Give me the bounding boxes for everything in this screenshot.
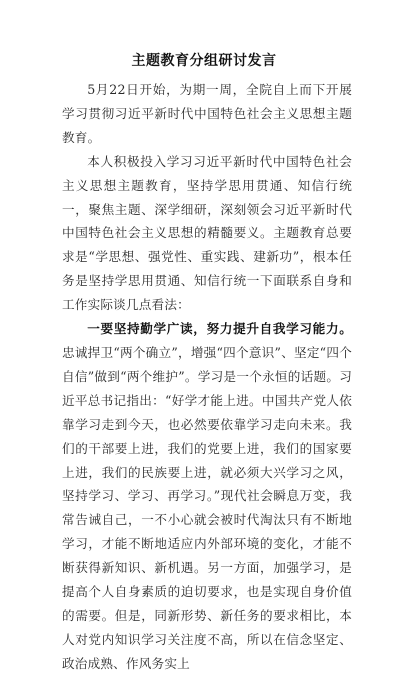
point-1-text: 忠诚捍卫“两个确立”，增强“四个意识”、坚定“四个自信”做到“两个维护”。学习是一个永恒的话题。习近平总书记指出：“好学才能上进。中国共产党人依靠学习走到今天，也必然要依靠学习走向未来。我们的干部要上进，我们的党要上进，我们的国家要上进，我们的民族要上进，就必须大兴学习之风，坚持学习、学习、再学习。”现代社会瞬息万变，我常告诫自己，一不小心就会被时代淘汰只有不断地学习，才能不断地适应内外部环境的变化，才能不断获得新知识、新机遇。另一方面，加强学习，是提高个人自身素质的迫切要求，也是实现自身价值的需要。但是，同新形势、新任务的要求相比，本人对党内知识学习关注度不高，所以在信念坚定、政治成熟、作风务实上: [62, 344, 352, 671]
document-body: [62, 78, 352, 676]
document-title: 主题教育分组研讨发言: [131, 53, 277, 69]
paragraph-point-1: [62, 317, 352, 676]
point-1-heading: 一要坚持勤学广读，努力提升自我学习能力。: [87, 321, 352, 337]
paragraph-intro: 5月22日开始，为期一周，全院自上而下开展学习贯彻习近平新时代中国特色社会主义思想主题教育。: [62, 82, 352, 145]
paragraph-theme: 本人积极投入学习习近平新时代中国特色社会主义思想主题教育，坚持学思用贯通、知信行统一，聚焦主题、深学细研，深刻领会习近平新时代中国特色社会主义思想的精髓要义。主题教育总要求是“学思想、强党性、重实践、建新功”，根本任务是坚持学思用贯通、知信行统一下面联系自身和工作实际谈几点看法：: [62, 153, 352, 313]
